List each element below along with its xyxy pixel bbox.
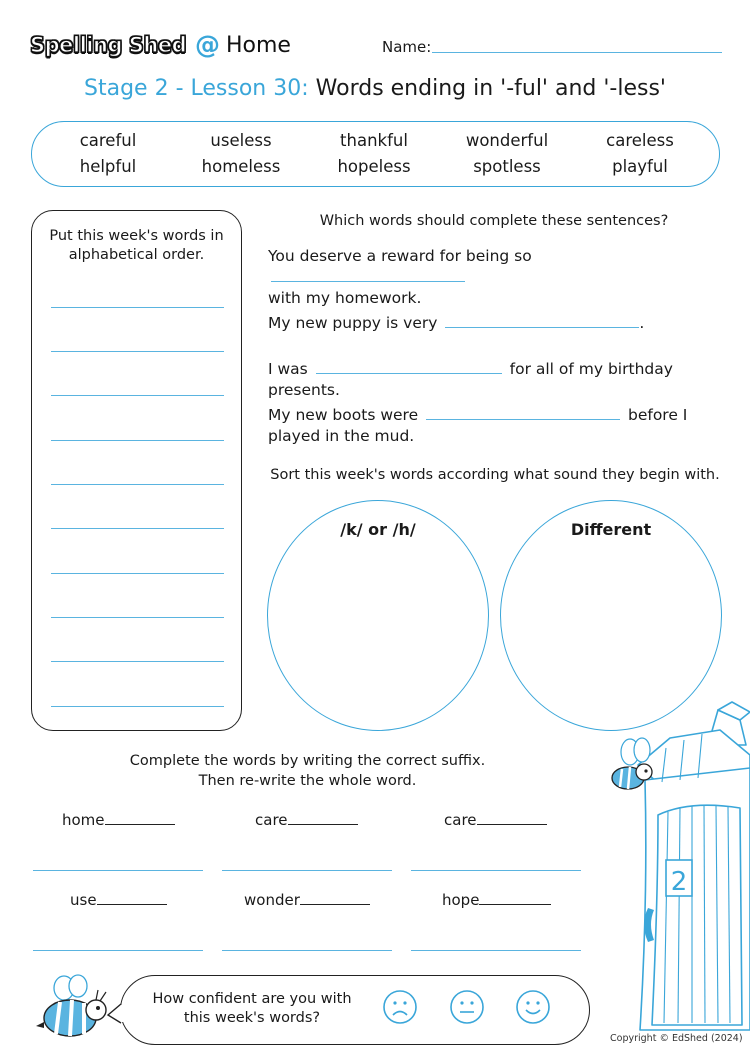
word-bank-item: spotless xyxy=(473,157,541,176)
sentence-text: My new puppy is very xyxy=(268,314,438,332)
rewrite-line[interactable] xyxy=(33,870,203,871)
rewrite-line[interactable] xyxy=(33,950,203,951)
answer-line[interactable] xyxy=(51,573,224,574)
suffix-item xyxy=(444,811,547,829)
sentence-text: for all of my birthday presents. xyxy=(268,360,673,399)
sentence-4 xyxy=(268,405,728,447)
answer-line[interactable] xyxy=(51,484,224,485)
sort-heading: Sort this week's words according what sound they begin with. xyxy=(270,467,720,483)
suffix-instruction-2: Then re-write the whole word. xyxy=(198,773,417,789)
bee-icon xyxy=(34,972,110,1044)
word-bank-item: thankful xyxy=(340,131,408,150)
page-title xyxy=(0,76,750,101)
sad-face-icon[interactable] xyxy=(383,990,417,1024)
rewrite-line[interactable] xyxy=(222,870,392,871)
suffix-root: use xyxy=(70,891,97,909)
brand-at-symbol: @ xyxy=(195,30,220,59)
rewrite-line[interactable] xyxy=(222,950,392,951)
sort-circle-label: /k/ or /h/ xyxy=(340,520,416,539)
word-bank-item: careful xyxy=(79,131,137,150)
answer-line[interactable] xyxy=(51,307,224,308)
copyright: Copyright © EdShed (2024) xyxy=(610,1033,743,1044)
answer-line[interactable] xyxy=(51,617,224,618)
suffix-root: home xyxy=(62,811,105,829)
sentence-text: My new boots were xyxy=(268,406,419,424)
word-bank-item: homeless xyxy=(201,157,281,176)
suffix-blank[interactable] xyxy=(479,892,551,905)
answer-line[interactable] xyxy=(51,706,224,707)
sentence-text: You deserve a reward for being so xyxy=(268,247,532,265)
sentence-blank[interactable] xyxy=(316,359,502,374)
sort-circle-label: Different xyxy=(570,520,652,539)
suffix-root: wonder xyxy=(244,891,300,909)
suffix-root: hope xyxy=(442,891,480,909)
suffix-blank[interactable] xyxy=(105,812,175,825)
door-number: 2 xyxy=(670,867,688,897)
sentence-2 xyxy=(268,313,723,334)
title-stage: Stage 2 - Lesson 30: xyxy=(84,76,309,101)
suffix-item xyxy=(442,891,551,909)
sentence-3 xyxy=(268,359,728,401)
sentence-text: before I played in the mud. xyxy=(268,406,688,445)
word-bank-item: careless xyxy=(606,131,674,150)
word-bank-item: playful xyxy=(612,157,668,176)
suffix-item xyxy=(70,891,167,909)
word-bank-item: helpful xyxy=(79,157,137,176)
word-bank-item: wonderful xyxy=(465,131,549,150)
answer-line[interactable] xyxy=(51,661,224,662)
answer-line[interactable] xyxy=(51,351,224,352)
sentence-text: I was xyxy=(268,360,308,378)
answer-line[interactable] xyxy=(51,395,224,396)
bubble-tail xyxy=(106,1003,124,1025)
sentences-heading: Which words should complete these sentences? xyxy=(319,213,669,229)
word-bank-item: useless xyxy=(210,131,272,150)
shed-illustration xyxy=(600,700,750,1035)
suffix-blank[interactable] xyxy=(477,812,547,825)
sentence-blank[interactable] xyxy=(426,405,620,420)
alphabetical-instruction: Put this week's words in alphabetical order. xyxy=(49,228,224,263)
answer-line[interactable] xyxy=(51,440,224,441)
sentence-text: with my homework. xyxy=(268,289,422,307)
brand-home: Home xyxy=(226,33,291,58)
rewrite-line[interactable] xyxy=(411,950,581,951)
suffix-item xyxy=(62,811,175,829)
answer-line[interactable] xyxy=(51,528,224,529)
alphabetical-order-box xyxy=(31,210,242,731)
sentence-1 xyxy=(268,246,723,309)
name-field-line[interactable] xyxy=(432,52,722,53)
confidence-question: How confident are you with this week's words? xyxy=(152,991,352,1026)
suffix-blank[interactable] xyxy=(300,892,370,905)
suffix-instruction-1: Complete the words by writing the correct suffix. xyxy=(129,753,486,769)
sentence-blank[interactable] xyxy=(445,313,639,328)
title-topic: Words ending in '-ful' and '-less' xyxy=(315,76,666,101)
rewrite-line[interactable] xyxy=(411,870,581,871)
name-label: Name: xyxy=(382,38,432,56)
sentence-blank[interactable] xyxy=(271,267,465,282)
brand-logo: Spelling Shed xyxy=(30,33,187,57)
suffix-root: care xyxy=(255,811,288,829)
suffix-item xyxy=(255,811,358,829)
suffix-root: care xyxy=(444,811,477,829)
suffix-blank[interactable] xyxy=(97,892,167,905)
happy-face-icon[interactable] xyxy=(516,990,550,1024)
word-bank-item: hopeless xyxy=(337,157,411,176)
suffix-blank[interactable] xyxy=(288,812,358,825)
neutral-face-icon[interactable] xyxy=(450,990,484,1024)
sentence-text: . xyxy=(639,314,645,332)
suffix-item xyxy=(244,891,370,909)
